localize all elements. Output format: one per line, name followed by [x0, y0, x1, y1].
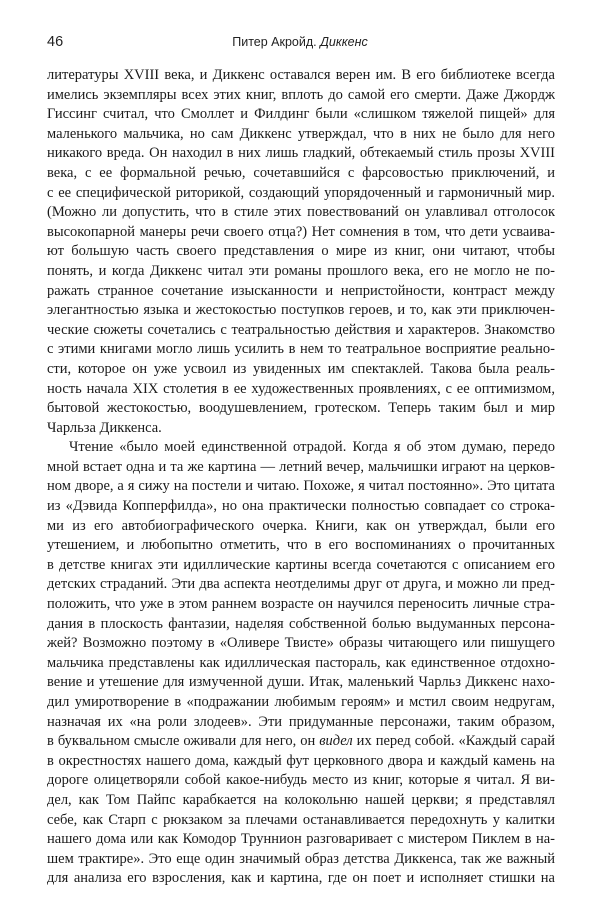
- italic-word: видел: [319, 733, 353, 750]
- text-line: в детстве книгах эти идиллические картины всегда сочетаются с описанием его: [47, 556, 555, 573]
- page-number: 46: [47, 34, 64, 50]
- text-line: дил умиротворение в «подражании любимым героям» и мстил своим недругам,: [47, 694, 555, 710]
- text-line: элегантностью языка и жестокостью поступков героев, и то, как эти приключен-: [47, 302, 555, 319]
- paragraph-1: [47, 66, 555, 438]
- text-line: ном дворе, а я сижу на постели и читаю. Похоже, я читал постоянно». Это цитата: [47, 478, 555, 495]
- text-line: Чарльза Диккенса.: [47, 419, 162, 436]
- text-line: в окрестностях нашего дома, каждый фут церковного двора и каждый камень на: [47, 752, 555, 769]
- text-segment: их перед собой. «Каждый сарай: [352, 733, 555, 750]
- text-line: шем трактире». Это еще один значимый образ детства Диккенса, так же важный: [47, 850, 555, 867]
- text-line: утешением, и любопытно отметить, что в его воспоминаниях о прочитанных: [47, 537, 555, 554]
- running-title-book: Диккенс: [320, 35, 368, 49]
- text-line: жей? Возможно поэтому в «Оливере Твисте» образы читающего или пишущего: [47, 635, 555, 652]
- body-text: [47, 66, 555, 889]
- text-line: Чтение «было моей единственной отрадой. Когда я об этом думаю, передо: [69, 439, 555, 456]
- text-line: для анализа его взросления, как и картина, где он поет и исполняет стишки на: [47, 870, 555, 887]
- text-line: века, с ее формальной речью, сочетавшийся с фарсовостью приключений, и: [47, 164, 555, 181]
- running-title-author: Питер Акройд.: [232, 35, 321, 49]
- text-line: маленького мальчика, но сам Диккенс утверждал, что в них не было для него: [47, 125, 555, 142]
- text-line: с ее специфической риторикой, создающий упорядоченный и гармоничный мир.: [47, 184, 555, 201]
- text-line: имелись экземпляры всех этих книг, вплоть до самой его смерти. Даже Джордж: [47, 86, 555, 103]
- text-line: понять, и когда Диккенс читал эти романы прошлого века, его не могло не по-: [47, 262, 555, 279]
- text-line-with-italic: [47, 732, 555, 752]
- text-line: дания в плоскость фантазии, наделяя собственной болью выдуманных персона-: [47, 615, 555, 632]
- text-line: бытовой жестокостью, воодушевлением, гротеском. Теперь таким был и мир: [47, 400, 555, 417]
- text-line: высокопарной манеры речи своего отца?) Нет сомнения в том, что дети усваива-: [47, 223, 555, 240]
- text-line: ческие сюжеты сочетались с театральностью действия и характеров. Знакомство: [47, 321, 555, 338]
- text-line: Гиссинг считал, что Смоллет и Филдинг были «слишком тяжелой пищей» для: [47, 106, 555, 123]
- running-title: [47, 35, 553, 49]
- running-head: [47, 34, 553, 54]
- text-line: себе, как Старп с рюкзаком за плечами останавливается передохнуть у калитки: [47, 811, 555, 828]
- text-line: ют большую часть своего представления о мире из книг, они читают, чтобы: [47, 243, 555, 260]
- text-line: дороге олицетворяли собой какое-нибудь место из книг, которые я читал. Я ви-: [47, 772, 555, 789]
- text-line: вение и утешение для измученной души. Итак, маленький Чарльз Диккенс нахо-: [47, 674, 555, 691]
- text-line: дел, как Том Пайпс карабкается на колокольню нашей церкви; я представлял: [47, 791, 555, 808]
- text-line: (Можно ли допустить, что в стиле этих повествований он улавливал отголосок: [47, 204, 555, 221]
- text-line: нашего дома или как Комодор Труннион разговаривает с мистером Пиклем в на-: [47, 831, 555, 848]
- text-line: детских страданий. Эти два аспекта неотделимы друг от друга, и можно ли пред-: [47, 576, 555, 593]
- text-line: ражать странное сочетание изысканности и непристойности, контраст между: [47, 282, 555, 299]
- text-line: литературы XVIII века, и Диккенс оставался верен им. В его библиотеке всегда: [47, 67, 555, 83]
- text-line: сти, которое он уже усвоил из увиденных им спектаклей. Такова была реаль-: [47, 360, 555, 377]
- paragraph-2: [47, 438, 555, 889]
- text-line: назначая их «на роли злодеев». Эти придуманные персонажи, таким образом,: [47, 713, 555, 730]
- text-line: мной встает одна и та же картина — летний вечер, мальчишки играют на церков-: [47, 458, 555, 475]
- text-line: ми из его автобиографического очерка. Книги, как он утверждал, были его: [47, 517, 555, 534]
- text-line: никакого вреда. Он находил в них лишь гладкий, обтекаемый стиль прозы XVIII: [47, 145, 555, 162]
- text-line: положить, что уже в этом раннем возрасте он научился переносить личные стра-: [47, 596, 555, 613]
- text-line: с этими книгами могло лишь усилить в нем то театральное восприятие реально-: [47, 341, 555, 358]
- text-segment: в буквальном смысле оживали для него, он: [47, 733, 320, 750]
- text-line: мальчика представлены как идиллическая пастораль, как единственное отдохно-: [47, 654, 555, 671]
- text-line: из «Дэвида Копперфилда», но она практически полностью совпадает со строка-: [47, 498, 555, 515]
- text-line: ность начала XIX столетия в ее художественных проявлениях, с ее оптимизмом,: [47, 380, 555, 397]
